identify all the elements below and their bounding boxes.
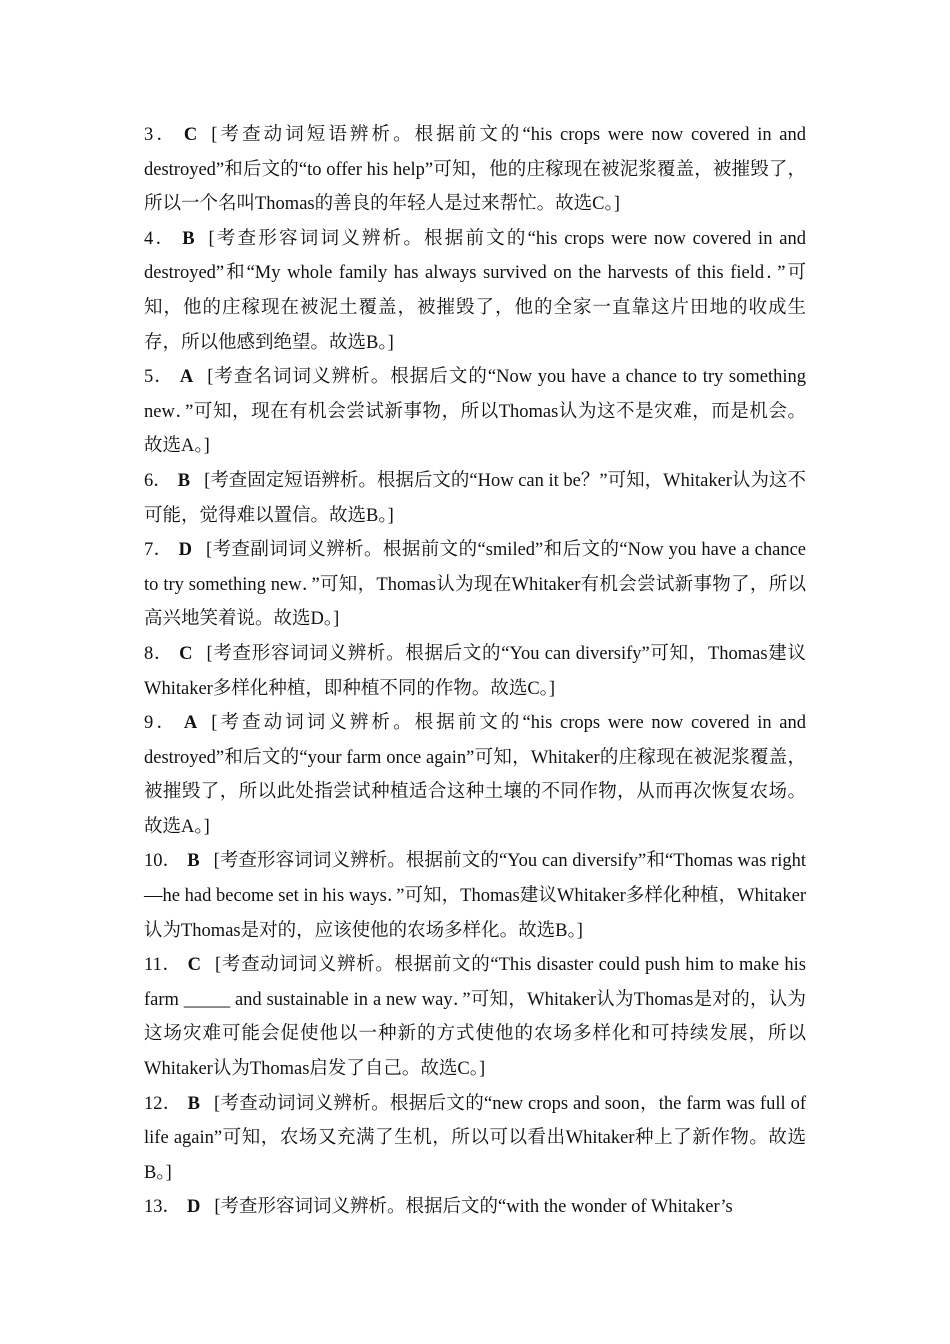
answer-letter: A (183, 713, 198, 734)
question-number: 7． (144, 540, 173, 561)
explanation-text: [考查动词短语辨析。根据前文的“his crops were now covered in and destroyed”和后文的“to offer his help”可知，他的庄稼现在被泥浆覆盖，被摧毁了，所以一个名叫Thomas的善良的年轻人是过来帮忙。故选C。] (144, 125, 806, 215)
answer-entry-7 (144, 533, 806, 637)
question-number: 8． (144, 643, 174, 664)
explanation-text: [考查形容词词义辨析。根据前文的“his crops were now covered in and destroyed”和“My whole family has always survived on the harvests of this field．”可知，他的庄稼现在被泥土覆盖，被摧毁了，他的全家一直靠这片田地的收成生存，所以他感到绝望。故选B。] (144, 228, 806, 353)
question-number: 3． (144, 125, 178, 145)
answer-letter: B (187, 851, 200, 872)
question-number: 6． (144, 470, 172, 491)
question-number: 4． (144, 228, 177, 249)
explanation-text: [考查形容词词义辨析。根据后文的“with the wonder of Whitaker’s (214, 1197, 733, 1218)
answer-entry-10 (144, 844, 806, 948)
answer-entry-6 (144, 464, 806, 533)
answer-letter: B (177, 470, 191, 491)
explanation-text: [考查名词词义辨析。根据后文的“Now you have a chance to try something new．”可知，现在有机会尝试新事物，所以Thomas认为这不是灾难，而是机会。故选A。] (144, 367, 806, 457)
explanation-text: [考查固定短语辨析。根据后文的“How can it be？”可知，Whitaker认为这不可能，觉得难以置信。故选B。] (144, 470, 806, 526)
explanation-text: [考查动词词义辨析。根据后文的“new crops and soon，the farm was full of life again”可知，农场又充满了生机，所以可以看出Whitaker种上了新作物。故选B。] (144, 1093, 806, 1183)
question-number: 5． (144, 367, 174, 388)
explanation-text: [考查动词词义辨析。根据前文的“This disaster could push him to make his farm _____ and sustainable in a new way．”可知，Whitaker认为Thomas是对的，认为这场灾难可能会促使他以一种新的方式使他的农场多样化和可持续发展，所以Whitaker认为Thomas启发了自己。故选C。] (144, 955, 806, 1080)
answer-letter: C (187, 955, 202, 976)
answer-explanations (144, 118, 806, 1225)
question-number: 9． (144, 713, 178, 734)
answer-entry-12 (144, 1087, 806, 1191)
question-number: 10． (144, 851, 182, 872)
explanation-text: [考查副词词义辨析。根据前文的“smiled”和后文的“Now you have a chance to try something new．”可知，Thomas认为现在Whitaker有机会尝试新事物了，所以高兴地笑着说。故选D。] (144, 540, 806, 630)
answer-entry-4 (144, 222, 806, 360)
question-number: 11． (144, 955, 182, 976)
explanation-text: [考查动词词义辨析。根据前文的“his crops were now covered in and destroyed”和后文的“your farm once again”可知，Whitaker的庄稼现在被泥浆覆盖，被摧毁了，所以此处指尝试种植适合这种土壤的不同作物，从而再次恢复农场。故选A。] (144, 713, 806, 837)
explanation-text: [考查形容词词义辨析。根据后文的“You can diversify”可知，Thomas建议Whitaker多样化种植，即种植不同的作物。故选C。] (144, 643, 806, 699)
answer-entry-3 (144, 118, 806, 222)
answer-letter: D (178, 540, 192, 561)
answer-entry-8 (144, 637, 806, 706)
question-number: 13． (144, 1197, 182, 1218)
answer-entry-13 (144, 1190, 806, 1225)
answer-entry-5 (144, 360, 806, 464)
answer-letter: C (183, 125, 198, 145)
answer-letter: B (182, 228, 195, 249)
answer-letter: B (187, 1093, 200, 1114)
answer-entry-11 (144, 948, 806, 1086)
answer-entry-9 (144, 706, 806, 844)
answer-letter: A (179, 367, 194, 388)
answer-letter: C (179, 643, 193, 664)
question-number: 12． (144, 1093, 182, 1114)
explanation-text: [考查形容词词义辨析。根据前文的“You can diversify”和“Thomas was right—he had become set in his ways．”可知，Thomas建议Whitaker多样化种植，Whitaker认为Thomas是对的，应该使他的农场多样化。故选B。] (144, 851, 806, 941)
answer-letter: D (187, 1197, 201, 1218)
